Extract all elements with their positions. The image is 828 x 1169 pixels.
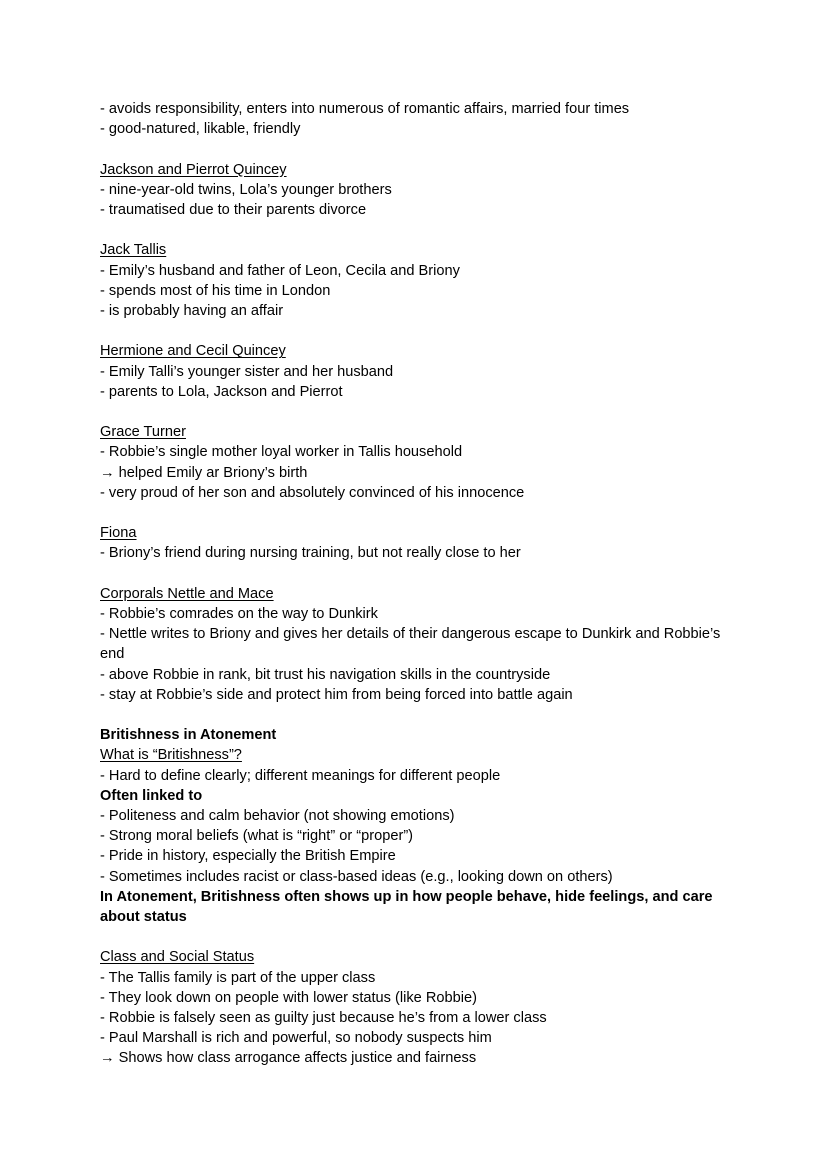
section-heading: Fiona: [100, 525, 137, 542]
list-item: - Robbie’s comrades on the way to Dunkirk: [100, 605, 378, 622]
list-item: - Pride in history, especially the British Empire: [100, 848, 396, 865]
class-status-section: [100, 947, 740, 1068]
list-item: - traumatised due to their parents divorce: [100, 202, 367, 218]
list-item: - Paul Marshall is rich and powerful, so nobody suspects him: [100, 1030, 492, 1047]
list-item: - Robbie’s single mother loyal worker in Tallis household: [100, 444, 463, 461]
section-heading: Jack Tallis: [100, 242, 167, 259]
list-item: - Emily Talli’s younger sister and her husband: [100, 363, 394, 380]
section-heading: Hermione and Cecil Quincey: [100, 343, 286, 360]
list-item: - Emily’s husband and father of Leon, Cecila and Briony: [100, 262, 460, 279]
list-item: - very proud of her son and absolutely convinced of his innocence: [100, 484, 525, 501]
list-item: - The Tallis family is part of the upper class: [100, 969, 376, 986]
list-item: - avoids responsibility, enters into numerous of romantic affairs, married four times: [100, 101, 630, 117]
britishness-section: [100, 725, 740, 927]
spacer: [100, 321, 740, 341]
section-heading: Class and Social Status: [100, 949, 255, 966]
jackson-pierrot-section: [100, 160, 740, 221]
section-title: Britishness in Atonement: [100, 727, 277, 744]
list-item: - Hard to define clearly; different meanings for different people: [100, 767, 501, 784]
list-item: - stay at Robbie’s side and protect him from being forced into battle again: [100, 686, 573, 703]
spacer: [100, 402, 740, 422]
list-item: - spends most of his time in London: [100, 282, 331, 299]
section-heading: Corporals Nettle and Mace: [100, 585, 274, 602]
list-item: → helped Emily ar Briony’s birth: [100, 464, 308, 481]
list-item: - Briony’s friend during nursing training, but not really close to her: [100, 545, 521, 562]
intro-section: [100, 99, 740, 139]
list-item: - Robbie is falsely seen as guilty just because he’s from a lower class: [100, 1010, 547, 1027]
subheading: Often linked to: [100, 787, 203, 804]
spacer: [100, 564, 740, 584]
spacer: [100, 927, 740, 947]
corporals-section: [100, 584, 740, 705]
conclusion-text: In Atonement, Britishness often shows up in how people behave, hide feelings, and care about status: [100, 888, 713, 926]
list-item: - Sometimes includes racist or class-based ideas (e.g., looking down on others): [100, 868, 613, 885]
spacer: [100, 139, 740, 159]
section-heading: What is “Britishness”?: [100, 747, 242, 764]
list-item: - Strong moral beliefs (what is “right” or “proper”): [100, 828, 414, 845]
section-heading: Jackson and Pierrot Quincey: [100, 161, 287, 178]
spacer: [100, 220, 740, 240]
spacer: [100, 503, 740, 523]
list-item: - They look down on people with lower status (like Robbie): [100, 989, 477, 1006]
list-item: - nine-year-old twins, Lola’s younger brothers: [100, 181, 392, 198]
list-item: - above Robbie in rank, bit trust his navigation skills in the countryside: [100, 666, 551, 683]
document-page: [100, 99, 740, 1069]
fiona-section: [100, 523, 740, 563]
spacer: [100, 705, 740, 725]
list-item: - Politeness and calm behavior (not showing emotions): [100, 808, 455, 824]
list-item: - parents to Lola, Jackson and Pierrot: [100, 383, 343, 400]
jack-tallis-section: [100, 240, 740, 321]
list-item: → Shows how class arrogance affects justice and fairness: [100, 1050, 477, 1067]
section-heading: Grace Turner: [100, 424, 186, 441]
list-item: - is probably having an affair: [100, 303, 284, 319]
hermione-cecil-section: [100, 341, 740, 402]
grace-turner-section: [100, 422, 740, 503]
list-item: - Nettle writes to Briony and gives her details of their dangerous escape to Dunkirk and Robbie’s end: [100, 626, 721, 663]
list-item: - good-natured, likable, friendly: [100, 121, 301, 138]
